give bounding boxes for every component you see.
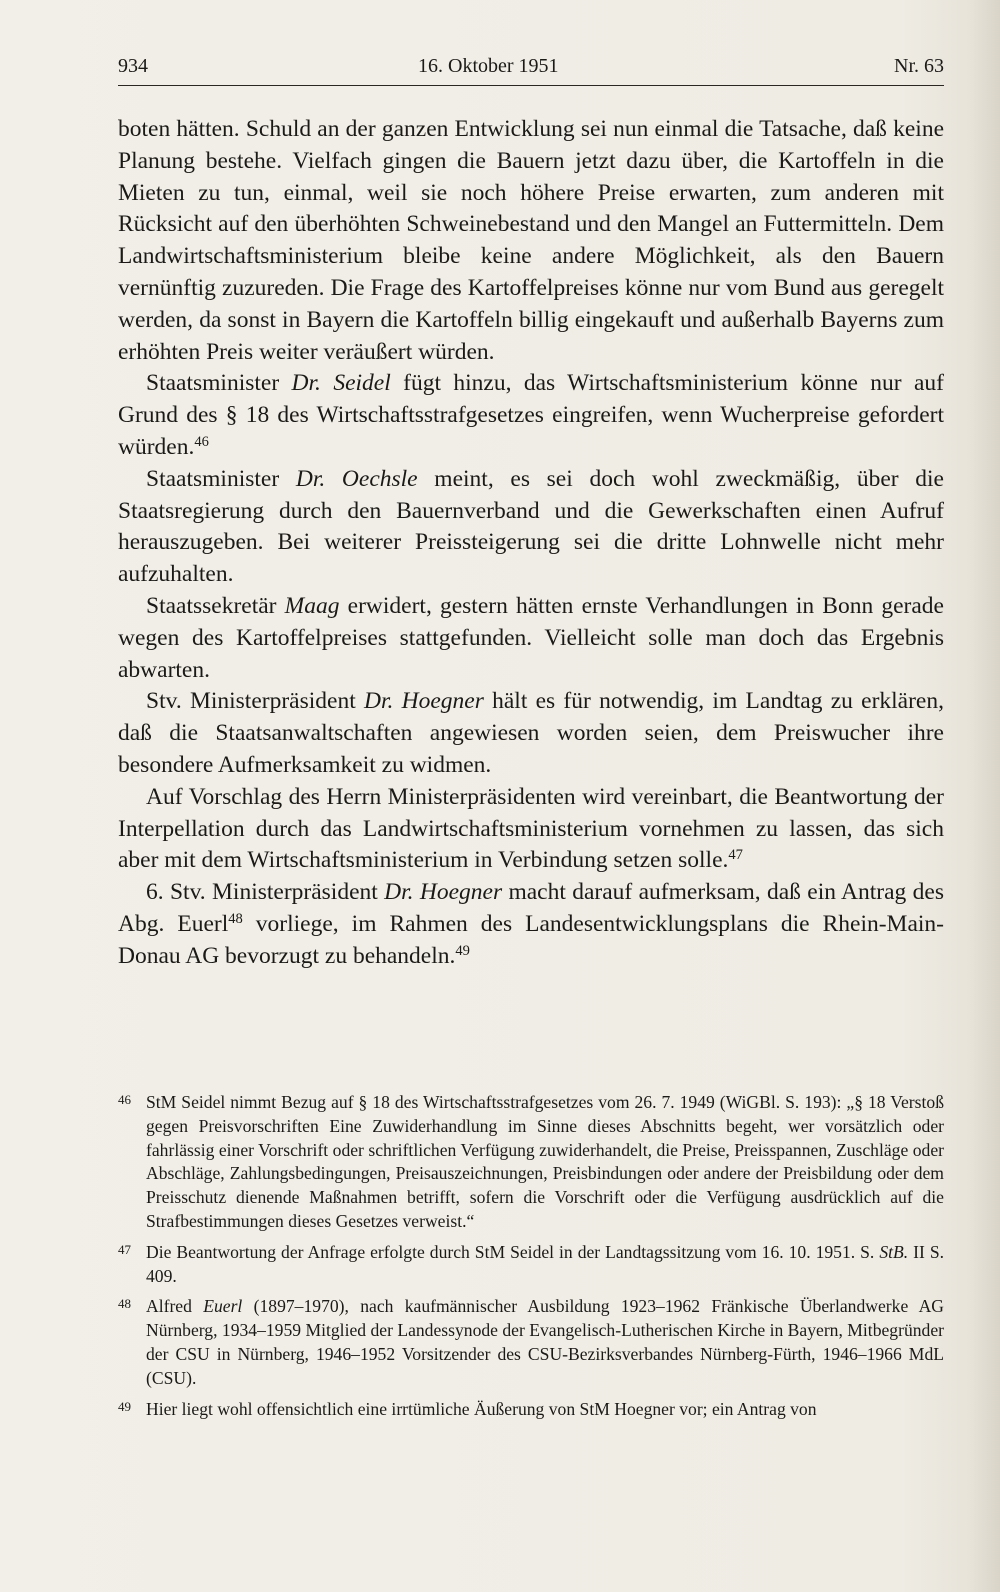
speaker-name: Dr. Hoegner	[384, 879, 503, 906]
footnote-49	[118, 1398, 944, 1422]
footnote-number: 48	[118, 1296, 131, 1312]
footnote-ref-49[interactable]: 49	[455, 942, 470, 959]
header-date: 16. Oktober 1951	[418, 55, 559, 77]
paragraph-text: hält es für notwendig, im Landtag zu erklären, daß die Staatsanwaltschaften angewiesen worden seien, dem Preiswucher ihre besondere Aufmerksamkeit zu widmen.	[118, 688, 944, 778]
paragraph-text-continued: vorliege, im Rahmen des Landesentwicklungsplans die Rhein-Main-Donau AG bevorzugt zu behandeln.	[118, 910, 944, 969]
speaker-name: Dr. Seidel	[291, 370, 391, 397]
paragraph-text: fügt hinzu, das Wirtschaftsministerium könne nur auf Grund des § 18 des Wirtschaftsstrafgesetzes eingreifen, wenn Wucherpreise gefordert würden.	[118, 370, 945, 460]
paragraph-text: erwidert, gestern hätten ernste Verhandlungen in Bonn gerade wegen des Kartoffelpreises stattgefunden. Vielleicht solle man doch das Ergebnis abwarten.	[118, 592, 944, 683]
paragraph-prefix: Stv. Ministerpräsident	[146, 688, 364, 715]
paragraph-prefix: Staatssekretär	[146, 592, 285, 619]
main-text	[118, 114, 944, 973]
paragraph-1: boten hätten. Schuld an der ganzen Entwicklung sei nun einmal die Tatsache, daß keine Planung bestehe. Vielfach gingen die Bauern jetzt dazu über, die Kartoffeln in die Mieten zu tun, einmal, weil sie noch höhere Preise erwarten, zum anderen mit Rücksicht auf den überhöhten Schweinebestand und den Mangel an Futtermitteln. Dem Landwirtschaftsministerium bleibe keine andere Möglichkeit, als den Bauern vernünftig zuzureden. Die Frage des Kartoffelpreises könne nur vom Bund aus geregelt werden, da sonst in Bayern die Kartoffeln billig eingekauft und außerhalb Bayerns zum erhöhten Preis weiter veräußert würden.	[118, 116, 944, 365]
footnote-text: StM Seidel nimmt Bezug auf § 18 des Wirtschaftsstrafgesetzes vom 26. 7. 1949 (WiGBl. S. 193): „§ 18 Verstoß gegen Preisvorschriften Eine Zuwiderhandlung im Sinne dieses Abschnitts begeht, wer vorsätzlich oder fahrlässig einer Vorschrift oder schriftlichen Verfügung zuwiderhandelt, die Preise, Preisspannen, Zuschläge oder Abschläge, Zahlungsbedingungen, Preisauszeichnungen, Preisbindungen oder andere der Preisbildung oder dem Preisschutz dienende Maßnahmen betrifft, sofern die Vorschrift oder die Verfügung ausdrücklich auf die Strafbestimmungen dieses Gesetzes verweist.“	[146, 1092, 944, 1231]
speaker-name: Dr. Hoegner	[363, 688, 484, 715]
paragraph-text: meint, es sei doch wohl zweckmäßig, über die Staatsregierung durch den Bauernverband und die Gewerkschaften einen Aufruf herauszugeben. Bei weiterer Preissteigerung sei die dritte Lohnwelle nicht mehr aufzuhalten.	[118, 465, 944, 588]
footnote-47	[118, 1241, 944, 1289]
footnote-text-end: II S. 409.	[146, 1241, 945, 1286]
paragraph-prefix: 6. Stv. Ministerpräsident	[146, 879, 385, 906]
paragraph-text: Auf Vorschlag des Herrn Ministerpräsidenten wird vereinbart, die Beantwortung der Interpellation durch das Landwirtschaftsministerium vornehmen zu lassen, das sich aber mit dem Wirtschaftsministerium in Verbindung setzen solle.	[118, 783, 944, 874]
footnote-number: 47	[118, 1241, 131, 1257]
footnote-text: Hier liegt wohl offensichtlich eine irrtümliche Äußerung von StM Hoegner vor; ein Antrag von	[146, 1398, 817, 1419]
paragraph-prefix: Staatsminister	[146, 370, 292, 397]
paragraph-2	[118, 368, 944, 463]
footnote-text: Alfred	[146, 1296, 204, 1317]
paragraph-prefix: Staatsminister	[146, 465, 296, 492]
footnote-ref-46[interactable]: 46	[194, 433, 209, 450]
footnote-ref-47[interactable]: 47	[728, 847, 743, 864]
header-rule	[118, 85, 944, 86]
paragraph-4	[118, 591, 944, 686]
paragraph-3	[118, 464, 944, 591]
paragraph-7	[118, 877, 944, 972]
paragraph-text: macht darauf aufmerksam, daß ein Antrag des Abg. Euerl	[118, 879, 944, 937]
footnote-source-abbrev: StB.	[879, 1241, 909, 1262]
footnote-48	[118, 1295, 944, 1390]
paragraph-5	[118, 686, 944, 781]
page-number: 934	[118, 55, 148, 77]
speaker-name: Maag	[284, 592, 340, 619]
footnote-person-name: Euerl	[203, 1296, 243, 1317]
footnote-ref-48[interactable]: 48	[228, 910, 243, 927]
footnotes	[118, 1091, 944, 1428]
footnote-text: Die Beantwortung der Anfrage erfolgte durch StM Seidel in der Landtagssitzung vom 16. 10. 1951. S.	[146, 1241, 880, 1262]
footnote-46	[118, 1091, 944, 1234]
paragraph-6	[118, 782, 944, 877]
issue-number: Nr. 63	[894, 55, 944, 77]
footnote-text-end: (1897–1970), nach kaufmännischer Ausbildung 1923–1962 Fränkische Überlandwerke AG Nürnberg, 1934–1959 Mitglied der Landessynode der Evangelisch-Lutherischen Kirche in Bayern, Mitbegründer der CSU in Nürnberg, 1946–1952 Vorsitzender des CSU-Bezirksverbandes Nürnberg-Fürth, 1946–1966 MdL (CSU).	[146, 1296, 945, 1388]
speaker-name: Dr. Oechsle	[295, 465, 418, 492]
footnote-number: 46	[118, 1092, 131, 1107]
footnote-number: 49	[118, 1398, 131, 1414]
running-header	[118, 52, 944, 80]
